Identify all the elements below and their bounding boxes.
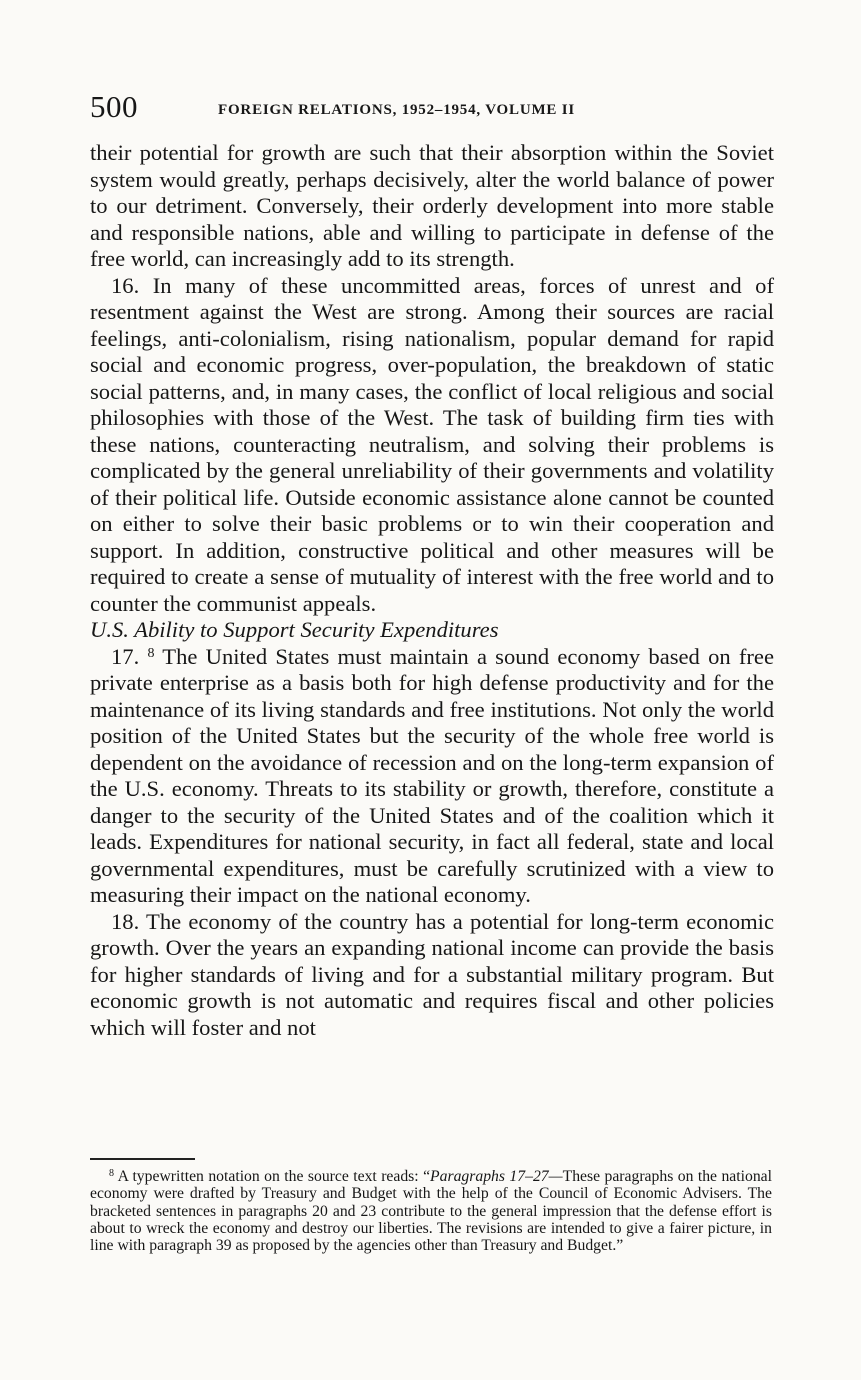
section-heading: U.S. Ability to Support Security Expenditures bbox=[90, 617, 499, 642]
footnote-number: 8 bbox=[109, 1168, 114, 1179]
page-number: 500 bbox=[90, 89, 138, 124]
paragraph-18: 18. The economy of the country has a potential for long-term economic growth. Over the years an expanding national income can provide the basis for higher standards of living and for a substantial military program. But economic growth is not automatic and requires fiscal and other policies which will foster and not bbox=[90, 908, 774, 1040]
paragraph-17-text: The United States must maintain a sound economy based on free private enterprise as a basis both for high defense productivity and for the maintenance of its living standards and free institutions. Not only the world position of the United States but the security of the whole free world is dependent on the avoidance of recession and on the long-term expansion of the U.S. economy. Threats to its stability or growth, therefore, constitute a danger to the security of the United States and of the coalition which it leads. Expenditures for national security, in fact all federal, state and local governmental expenditures, must be carefully scrutinized with a view to measuring their impact on the national economy. bbox=[90, 643, 774, 907]
footnote-divider bbox=[90, 1158, 195, 1160]
paragraph-17-number: 17. bbox=[111, 643, 140, 669]
running-head: FOREIGN RELATIONS, 1952–1954, VOLUME II bbox=[218, 102, 576, 118]
paragraph-17 bbox=[90, 644, 774, 909]
footnote-italic: Paragraphs 17–27— bbox=[430, 1168, 563, 1185]
footnote-lead: A typewritten notation on the source text reads: “ bbox=[117, 1168, 431, 1185]
paragraph-continuation: their potential for growth are such that their absorption within the Soviet system would greatly, perhaps decisively, alter the world balance of power to our detriment. Conversely, their orderly development into more stable and responsible nations, able and willing to participate in defense of the free world, can increasingly add to its strength. bbox=[90, 140, 774, 271]
footnote bbox=[90, 1168, 772, 1254]
footnote-reference: 8 bbox=[147, 645, 155, 661]
paragraph-16: 16. In many of these uncommitted areas, forces of unrest and of resentment against the West are strong. Among their sources are racial feelings, anti-colonialism, rising nationalism, popular demand for rapid social and economic progress, over-population, the breakdown of static social patterns, and, in many cases, the conflict of local religious and social philosophies with those of the West. The task of building firm ties with these nations, counteracting neutralism, and solving their problems is complicated by the general unreliability of their governments and volatility of their political life. Outside economic assistance alone cannot be counted on either to solve their basic problems or to win their cooperation and support. In addition, constructive political and other measures will be required to create a sense of mutuality of interest with the free world and to counter the communist appeals. bbox=[90, 272, 774, 616]
footnote-text: These paragraphs on the national economy were drafted by Treasury and Budget with the help of the Council of Economic Advisers. The bracketed sentences in paragraphs 20 and 23 contribute to the general impression that the defense effort is about to wreck the economy and destroy our liberties. The revisions are intended to give a fairer picture, in line with paragraph 39 as proposed by the agencies other than Treasury and Budget.” bbox=[90, 1168, 772, 1255]
body-text bbox=[90, 140, 774, 1041]
page-header bbox=[90, 90, 780, 124]
